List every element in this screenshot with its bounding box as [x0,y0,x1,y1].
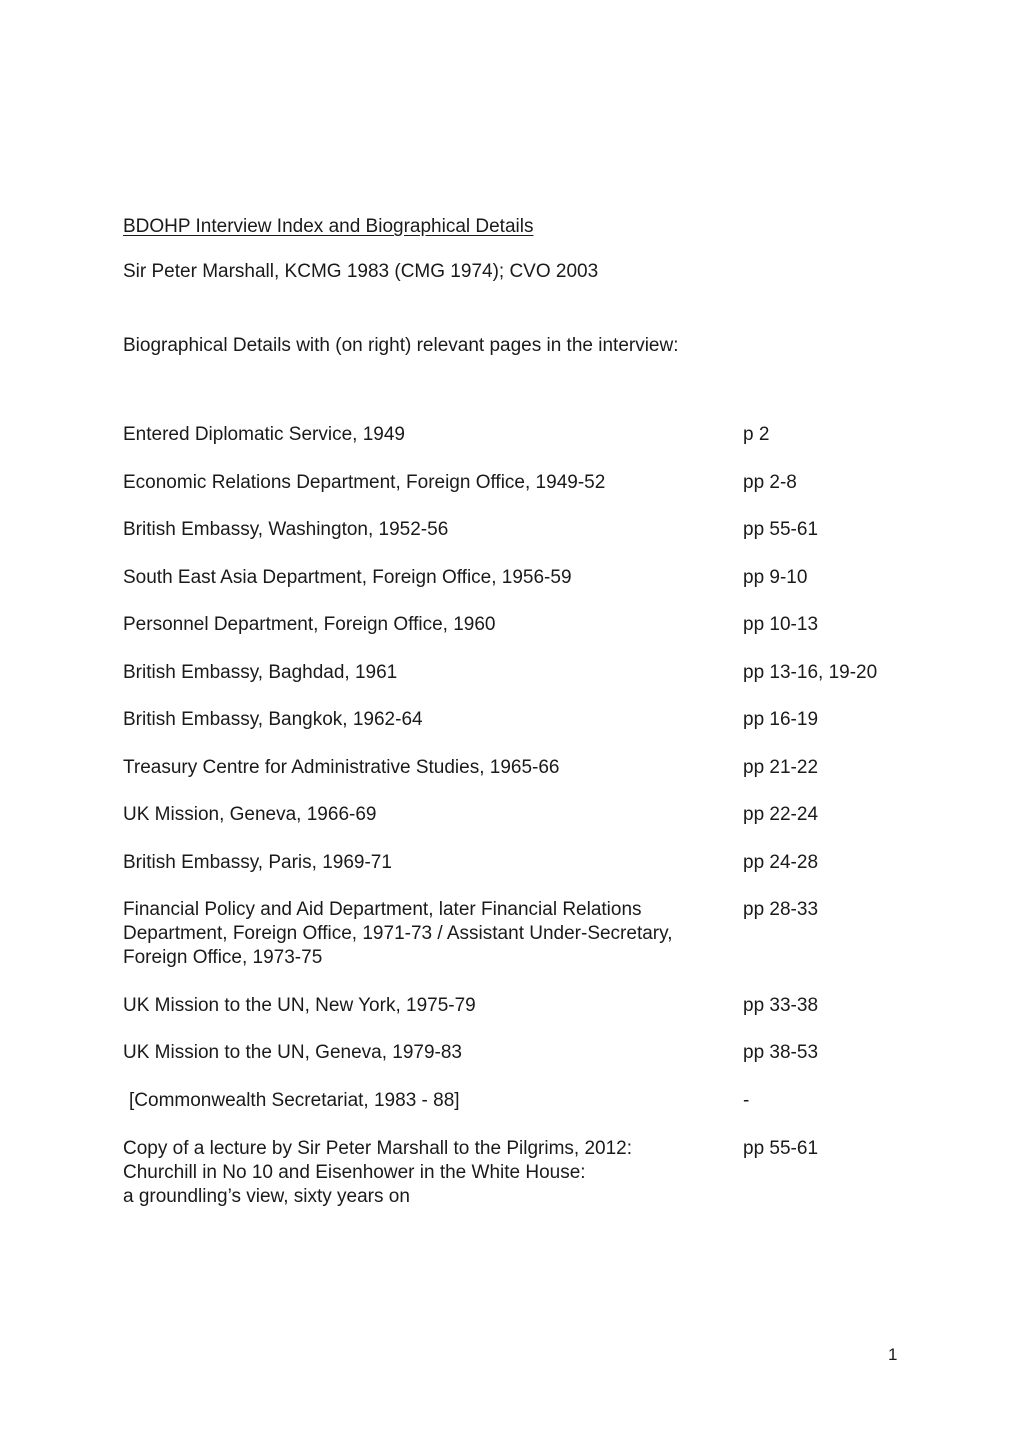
list-item [123,851,923,875]
list-item [123,423,923,447]
page-number: 1 [888,1345,898,1364]
list-item [123,518,923,542]
entry-description: British Embassy, Washington, 1952-56 [123,519,449,540]
entry-pages: pp 9-10 [743,566,808,588]
entry-pages: pp 28-33 [743,899,819,920]
document-title: BDOHP Interview Index and Biographical Details [123,216,534,237]
entry-pages: pp 13-16, 19-20 [743,661,878,683]
entry-description: Treasury Centre for Administrative Studies, 1965-66 [123,756,560,778]
intro-text: Biographical Details with (on right) relevant pages in the interview: [123,335,679,356]
list-item [123,803,923,827]
list-item [123,566,923,590]
list-item [123,994,923,1018]
list-item [123,661,923,685]
entry-description: UK Mission to the UN, Geneva, 1979-83 [123,1042,463,1063]
entry-pages: pp 38-53 [743,1042,819,1063]
entry-pages: pp 2-8 [743,471,797,493]
entry-description: British Embassy, Baghdad, 1961 [123,661,398,683]
entry-pages: pp 16-19 [743,709,819,730]
entry-pages: pp 55-61 [743,519,819,540]
entry-description: Personnel Department, Foreign Office, 1960 [123,614,496,635]
entry-description: British Embassy, Paris, 1969-71 [123,851,392,873]
list-item [123,1041,923,1065]
entry-pages: pp 24-28 [743,851,819,873]
entry-pages: p 2 [743,424,770,445]
entry-pages: - [743,1089,750,1111]
list-item [123,898,923,970]
entry-description: Entered Diplomatic Service, 1949 [123,424,405,445]
entry-description: Copy of a lecture by Sir Peter Marshall to the Pilgrims, 2012: Churchill in No 10 and Eisenhower in the White House: a groundling’s view, sixty years on [123,1137,633,1207]
entry-description: Financial Policy and Aid Department, later Financial Relations Department, Foreign Office, 1971-73 / Assistant Under-Secretary, Foreign Office, 1973-75 [123,899,673,968]
entry-description: South East Asia Department, Foreign Office, 1956-59 [123,566,572,588]
list-item [123,756,923,780]
entry-description: Economic Relations Department, Foreign Office, 1949-52 [123,471,606,493]
entry-pages: pp 55-61 [743,1137,819,1159]
list-item [123,708,923,732]
entry-description: UK Mission to the UN, New York, 1975-79 [123,994,476,1016]
entry-description: [Commonwealth Secretariat, 1983 - 88] [129,1089,460,1111]
entry-description: British Embassy, Bangkok, 1962-64 [123,709,423,730]
list-item [123,1137,923,1209]
subject-name: Sir Peter Marshall, KCMG 1983 (CMG 1974); CVO 2003 [123,261,599,282]
list-item [123,613,923,637]
biography-list [123,423,923,1232]
entry-pages: pp 10-13 [743,614,819,635]
entry-pages: pp 33-38 [743,994,819,1016]
list-item [123,471,923,495]
entry-pages: pp 22-24 [743,804,819,825]
list-item [123,1089,923,1113]
entry-description: UK Mission, Geneva, 1966-69 [123,804,377,825]
entry-pages: pp 21-22 [743,756,819,778]
